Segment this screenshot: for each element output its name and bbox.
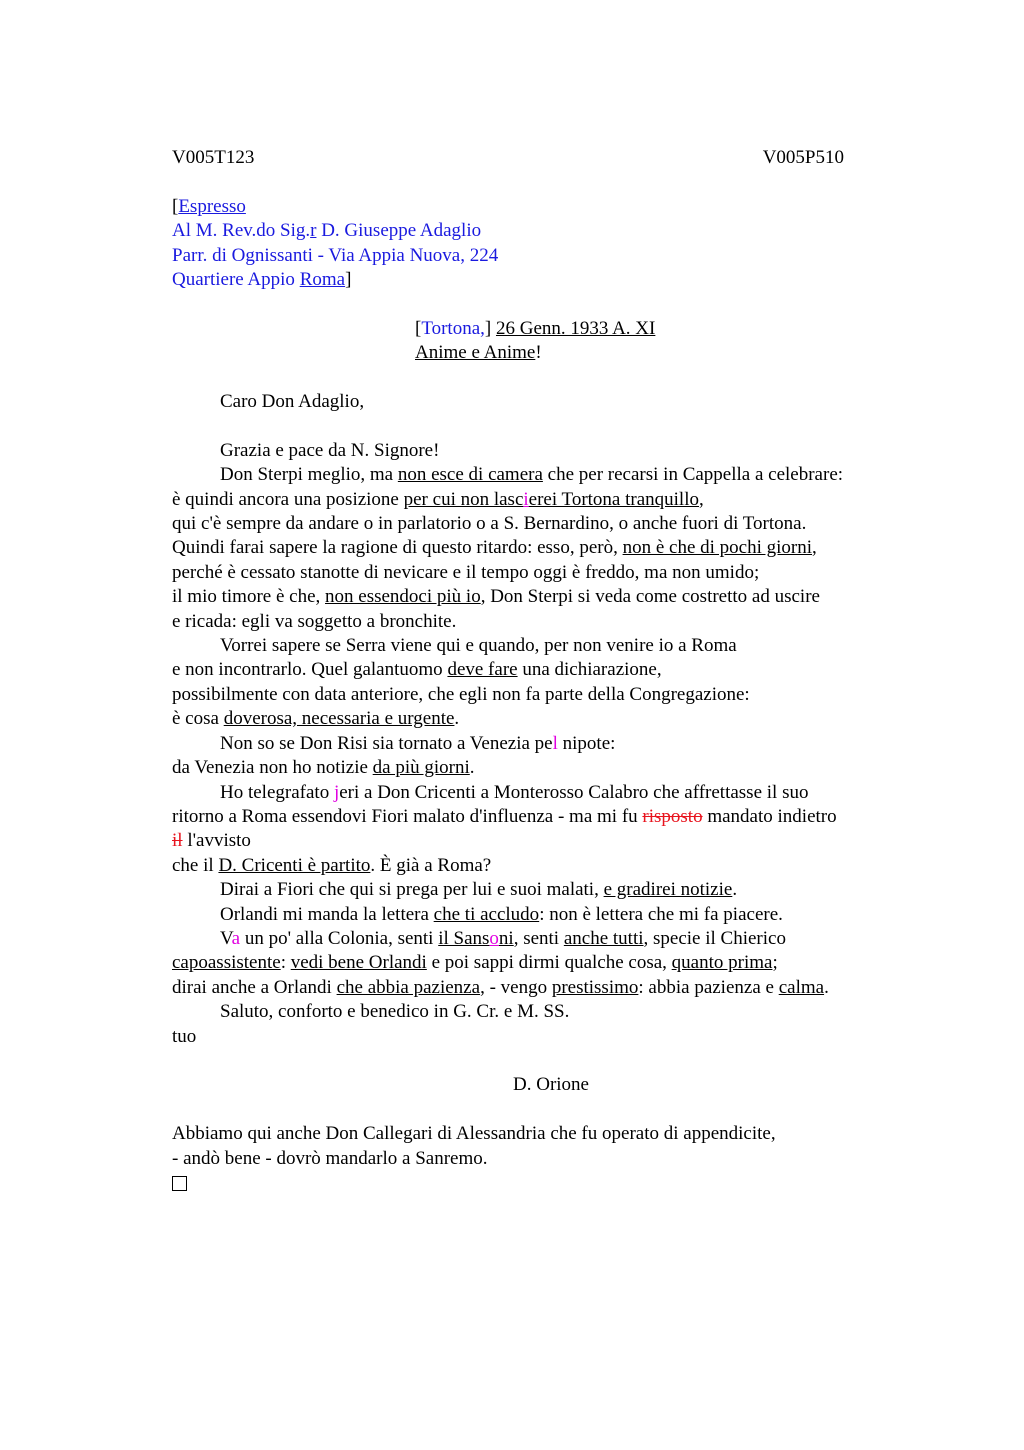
text-line bbox=[172, 1171, 912, 1198]
text-segment: ritorno a Roma essendovi Fiori malato d'influenza - ma mi fu bbox=[172, 805, 643, 827]
text-segment: che abbia pazienza bbox=[336, 976, 481, 998]
spacer bbox=[172, 292, 912, 316]
text-line bbox=[172, 927, 912, 951]
spacer bbox=[172, 1098, 912, 1122]
text-segment: non essendoci più io bbox=[325, 586, 481, 608]
spacer bbox=[172, 170, 912, 194]
spacer bbox=[172, 1049, 912, 1073]
text-line: possibilmente con data anteriore, che egli non fa parte della Congregazione: bbox=[172, 683, 750, 705]
text-segment: Dirai a Fiori che qui si prega per lui e suoi malati, bbox=[220, 879, 604, 901]
document-ids bbox=[172, 146, 844, 170]
text-line bbox=[172, 756, 912, 780]
text-segment: prestissimo bbox=[551, 976, 639, 998]
text-segment: o bbox=[489, 927, 499, 949]
text-segment: ni bbox=[498, 927, 514, 949]
date: 26 Genn. 1933 A. XI bbox=[495, 317, 656, 339]
text-line bbox=[172, 488, 912, 512]
letter-page bbox=[172, 146, 912, 1198]
text-line bbox=[172, 951, 912, 975]
text-segment: il Sans bbox=[438, 927, 490, 949]
closing-blessing: Saluto, conforto e benedico in G. Cr. e M. SS. bbox=[220, 1001, 570, 1023]
espresso-label: Espresso bbox=[178, 195, 246, 217]
text-line bbox=[172, 878, 912, 902]
text-segment: j bbox=[333, 781, 340, 803]
text-segment: r bbox=[310, 220, 317, 242]
text-line bbox=[415, 317, 912, 341]
text-segment: , Don Sterpi si veda come costretto ad uscire bbox=[480, 586, 820, 608]
text-segment: non è che di pochi giorni bbox=[622, 537, 813, 559]
text-line bbox=[172, 219, 912, 243]
text-line bbox=[172, 658, 912, 682]
text-segment: da più giorni bbox=[372, 757, 470, 779]
text-line: Abbiamo qui anche Don Callegari di Alessandria che fu operato di appendicite, bbox=[172, 1123, 776, 1145]
text-segment: deve fare bbox=[447, 659, 518, 681]
text-segment: Roma bbox=[299, 269, 346, 291]
postscript bbox=[172, 1122, 912, 1171]
volume-text-id: V005T123 bbox=[172, 147, 255, 168]
text-segment: per cui non lasc bbox=[403, 488, 524, 510]
text-segment: ! bbox=[535, 342, 542, 364]
text-segment: : non è lettera che mi fa piacere. bbox=[539, 903, 783, 925]
salutation: Caro Don Adaglio, bbox=[220, 391, 365, 413]
text-line bbox=[172, 732, 912, 756]
text-line: - andò bene - dovrò mandarlo a Sanremo. bbox=[172, 1147, 488, 1169]
text-segment: . bbox=[824, 976, 829, 998]
text-segment: [ bbox=[415, 317, 422, 339]
closing-tuo: tuo bbox=[172, 1025, 197, 1047]
text-segment: , bbox=[812, 537, 817, 559]
address-block bbox=[172, 195, 912, 293]
text-segment: capoassistente bbox=[172, 952, 281, 974]
text-segment: D. Cricenti è partito bbox=[218, 854, 371, 876]
text-segment: eri a Don Cricenti a Monterosso Calabro che affrettasse il suo bbox=[339, 781, 809, 803]
text-segment: vedi bene Orlandi bbox=[290, 952, 427, 974]
text-segment: ; bbox=[772, 952, 778, 974]
text-segment: quanto prima bbox=[671, 952, 773, 974]
text-segment: Non so se Don Risi sia tornato a Venezia pe bbox=[220, 732, 553, 754]
volume-page-id: V005P510 bbox=[762, 147, 844, 168]
text-segment: D. Giuseppe Adaglio bbox=[316, 220, 482, 242]
text-segment: erei Tortona tranquillo bbox=[528, 488, 699, 510]
motto: Anime e Anime bbox=[415, 342, 536, 364]
text-segment: a bbox=[231, 927, 241, 949]
text-line: Grazia e pace da N. Signore! bbox=[220, 439, 440, 461]
text-segment: , senti bbox=[513, 927, 564, 949]
text-segment: . bbox=[732, 879, 738, 901]
text-segment: Quartiere Appio bbox=[172, 269, 300, 291]
text-segment: da Venezia non ho notizie bbox=[172, 757, 373, 779]
text-line bbox=[172, 976, 912, 1000]
text-segment: e non incontrarlo. Quel galantuomo bbox=[172, 659, 448, 681]
text-line bbox=[172, 463, 912, 487]
text-segment: doverosa, necessaria e urgente bbox=[223, 708, 455, 730]
text-segment: nipote: bbox=[557, 732, 616, 754]
text-segment: dirai anche a Orlandi bbox=[172, 976, 337, 998]
text-segment: ] bbox=[484, 317, 496, 339]
text-segment: e poi sappi dirmi qualche cosa, bbox=[426, 952, 672, 974]
text-line bbox=[172, 829, 912, 853]
text-segment: e gradirei notizie bbox=[603, 879, 733, 901]
text-segment: il mio timore è che, bbox=[172, 586, 326, 608]
text-segment: i bbox=[523, 488, 529, 510]
text-line bbox=[172, 781, 912, 805]
text-segment: . bbox=[454, 708, 460, 730]
text-segment: , bbox=[699, 488, 704, 510]
text-line bbox=[172, 805, 912, 829]
end-marker-box bbox=[172, 1176, 187, 1191]
text-segment: è cosa bbox=[172, 708, 224, 730]
text-segment: [ bbox=[172, 195, 179, 217]
text-line: perché è cessato stanotte di nevicare e il tempo oggi è freddo, ma non umido; bbox=[172, 561, 760, 583]
place: Tortona, bbox=[421, 317, 485, 339]
text-segment: una dichiarazione, bbox=[517, 659, 662, 681]
text-segment: anche tutti bbox=[563, 927, 644, 949]
text-segment: Quindi farai sapere la ragione di questo ritardo: esso, però, bbox=[172, 537, 623, 559]
text-line bbox=[172, 903, 912, 927]
text-segment: V bbox=[220, 927, 232, 949]
text-line bbox=[172, 536, 912, 560]
text-segment: l bbox=[552, 732, 558, 754]
text-line bbox=[172, 268, 912, 292]
text-segment: Ho telegrafato bbox=[220, 781, 334, 803]
text-segment: Orlandi mi manda la lettera bbox=[220, 903, 434, 925]
text-line bbox=[172, 195, 912, 219]
text-segment: . È già a Roma? bbox=[370, 854, 492, 876]
text-segment: , - vengo bbox=[480, 976, 552, 998]
text-segment: : abbia pazienza e bbox=[638, 976, 779, 998]
text-segment: che ti accludo bbox=[433, 903, 540, 925]
text-line bbox=[172, 707, 912, 731]
spacer bbox=[172, 366, 912, 390]
text-segment: è quindi ancora una posizione bbox=[172, 488, 404, 510]
text-segment: calma bbox=[778, 976, 825, 998]
text-segment: , specie il Chierico bbox=[643, 927, 786, 949]
text-segment: che per recarsi in Cappella a celebrare: bbox=[542, 464, 844, 486]
text-line bbox=[172, 854, 912, 878]
text-line: e ricada: egli va soggetto a bronchite. bbox=[172, 610, 457, 632]
signature: D. Orione bbox=[513, 1074, 589, 1096]
text-line: qui c'è sempre da andare o in parlatorio o a S. Bernardino, o anche fuori di Tortona. bbox=[172, 513, 807, 535]
dateline bbox=[172, 317, 912, 366]
text-segment: . bbox=[469, 757, 475, 779]
text-segment: un po' alla Colonia, senti bbox=[240, 927, 439, 949]
spacer bbox=[172, 414, 912, 438]
text-segment: ] bbox=[345, 269, 352, 291]
text-segment: che il bbox=[172, 854, 219, 876]
text-segment: Al M. Rev.do Sig. bbox=[172, 220, 311, 242]
text-segment: l'avvisto bbox=[182, 830, 251, 852]
deleted-word: il bbox=[172, 830, 183, 852]
text-segment: : bbox=[280, 952, 291, 974]
text-segment: non esce di camera bbox=[397, 464, 543, 486]
text-segment: mandato indietro bbox=[702, 805, 837, 827]
text-line bbox=[415, 341, 912, 365]
text-line: Vorrei sapere se Serra viene qui e quando, per non venire io a Roma bbox=[220, 635, 737, 657]
text-segment: Don Sterpi meglio, ma bbox=[220, 464, 398, 486]
letter-body bbox=[172, 439, 912, 1049]
deleted-word: risposto bbox=[642, 805, 703, 827]
text-line bbox=[172, 585, 912, 609]
parish-address: Parr. di Ognissanti - Via Appia Nuova, 224 bbox=[172, 244, 499, 266]
